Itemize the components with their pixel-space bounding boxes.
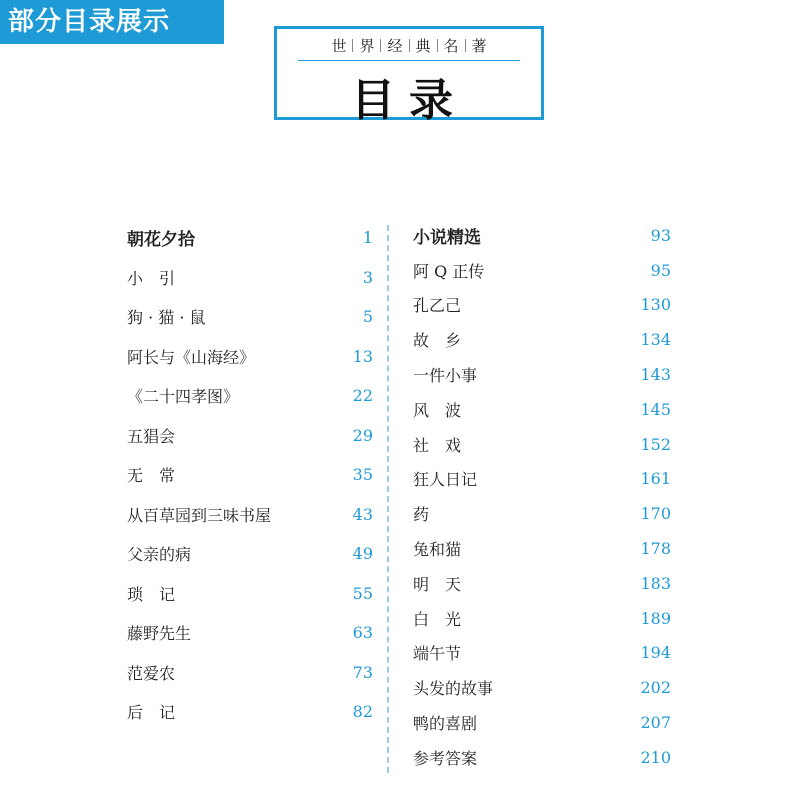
series-char: 名 xyxy=(443,36,459,55)
toc-page-number: 183 xyxy=(640,573,671,593)
toc-entry-title: 风 波 xyxy=(413,400,462,420)
toc-entry[interactable] xyxy=(127,376,373,416)
toc-entry-title: 无 常 xyxy=(127,466,176,486)
toc-entry-title: 《二十四孝图》 xyxy=(127,387,240,407)
toc-entry-title: 狂人日记 xyxy=(413,470,478,490)
series-char: 典 xyxy=(415,36,431,55)
toc-page-number: 82 xyxy=(352,702,373,722)
toc-entry[interactable] xyxy=(413,531,671,566)
toc-page-number: 189 xyxy=(640,608,671,628)
toc-entry[interactable] xyxy=(127,455,373,495)
toc-page-number: 95 xyxy=(650,260,671,280)
toc-entry[interactable] xyxy=(413,253,671,288)
toc-entry[interactable] xyxy=(127,416,373,456)
toc-entry-title: 白 光 xyxy=(413,609,462,629)
toc-entry[interactable] xyxy=(413,392,671,427)
toc-entry-title: 孔乙己 xyxy=(413,296,462,316)
title-box-top-rule xyxy=(274,26,544,29)
toc-entry-title: 参考答案 xyxy=(413,748,478,768)
toc-entry-title: 从百草园到三味书屋 xyxy=(127,505,272,525)
toc-page-number: 1 xyxy=(362,228,373,248)
toc-entry[interactable] xyxy=(413,670,671,705)
toc-entry-title: 明 天 xyxy=(413,574,462,594)
toc-page-number: 202 xyxy=(640,678,671,698)
toc-entry-title: 端午节 xyxy=(413,644,462,664)
toc-entry-title: 五猖会 xyxy=(127,426,176,446)
toc-entry-title: 父亲的病 xyxy=(127,545,192,565)
toc-entry-title: 小 引 xyxy=(127,268,176,288)
toc-page-number: 130 xyxy=(640,295,671,315)
series-char: 著 xyxy=(471,36,487,55)
toc-column-right xyxy=(413,218,671,775)
toc-entry[interactable] xyxy=(127,613,373,653)
toc-page-number: 43 xyxy=(352,504,373,524)
toc-entry-title: 头发的故事 xyxy=(413,679,494,699)
toc-page-number: 178 xyxy=(640,539,671,559)
toc-entry-title: 范爱农 xyxy=(127,663,176,683)
toc-entry-title: 一件小事 xyxy=(413,366,478,386)
toc-entry[interactable] xyxy=(413,705,671,740)
toc-entry[interactable] xyxy=(413,322,671,357)
toc-page-number: 152 xyxy=(640,434,671,454)
toc-entry[interactable] xyxy=(413,601,671,636)
page-title: 目录 xyxy=(351,75,467,126)
toc-page-number: 93 xyxy=(650,225,671,245)
toc-section-heading[interactable] xyxy=(127,218,373,258)
toc-entry[interactable] xyxy=(127,258,373,298)
toc-entry[interactable] xyxy=(127,337,373,377)
series-char: 世 xyxy=(331,36,347,55)
toc-section-heading[interactable] xyxy=(413,218,671,253)
toc-page-number: 13 xyxy=(352,346,373,366)
title-box xyxy=(274,26,544,126)
toc-entry-title: 后 记 xyxy=(127,703,176,723)
series-name xyxy=(298,34,520,56)
toc-entry[interactable] xyxy=(413,357,671,392)
toc-page-number: 134 xyxy=(640,330,671,350)
toc-page-number: 170 xyxy=(640,504,671,524)
toc-entry-title: 社 戏 xyxy=(413,435,462,455)
toc-entry-title: 兔和猫 xyxy=(413,540,462,560)
toc-page-number: 143 xyxy=(640,365,671,385)
toc-page-number: 145 xyxy=(640,399,671,419)
toc-entry-title: 药 xyxy=(413,505,430,525)
toc-page-number: 5 xyxy=(362,307,373,327)
toc-page-number: 29 xyxy=(352,425,373,445)
toc-entry[interactable] xyxy=(413,427,671,462)
toc-entry[interactable] xyxy=(127,495,373,535)
toc-entry[interactable] xyxy=(127,574,373,614)
toc-page-number: 210 xyxy=(640,747,671,767)
toc-entry-title: 小说精选 xyxy=(413,227,481,248)
toc-entry[interactable] xyxy=(413,462,671,497)
toc-page-number: 207 xyxy=(640,713,671,733)
toc-entry[interactable] xyxy=(127,692,373,732)
toc-entry-title: 故 乡 xyxy=(413,331,462,351)
toc-entry[interactable] xyxy=(413,636,671,671)
toc-entry-title: 狗 · 猫 · 鼠 xyxy=(127,308,206,328)
toc-entry[interactable] xyxy=(413,740,671,775)
title-divider xyxy=(298,60,520,61)
toc-page-number: 63 xyxy=(352,623,373,643)
toc-entry-title: 朝花夕拾 xyxy=(127,230,195,251)
toc-page-number: 73 xyxy=(352,662,373,682)
toc-entry[interactable] xyxy=(127,534,373,574)
toc-entry-title: 阿长与《山海经》 xyxy=(127,347,256,367)
toc-page-number: 22 xyxy=(352,386,373,406)
toc-column-left xyxy=(127,218,373,732)
toc-page-number: 194 xyxy=(640,643,671,663)
column-divider xyxy=(387,225,389,773)
toc-page-number: 35 xyxy=(352,465,373,485)
series-char: 经 xyxy=(387,36,403,55)
toc-page-number: 161 xyxy=(640,469,671,489)
toc-entry[interactable] xyxy=(413,566,671,601)
toc-entry-title: 阿 Q 正传 xyxy=(413,261,485,281)
toc-entry[interactable] xyxy=(127,297,373,337)
toc-entry-title: 琐 记 xyxy=(127,584,176,604)
toc-entry[interactable] xyxy=(413,496,671,531)
toc-page-number: 55 xyxy=(352,583,373,603)
toc-entry[interactable] xyxy=(413,288,671,323)
toc-entry-title: 鸭的喜剧 xyxy=(413,714,478,734)
corner-badge: 部分目录展示 xyxy=(0,0,224,44)
toc-entry[interactable] xyxy=(127,653,373,693)
series-char: 界 xyxy=(359,36,375,55)
toc-page-number: 49 xyxy=(352,544,373,564)
toc-entry-title: 藤野先生 xyxy=(127,624,192,644)
toc-page-number: 3 xyxy=(362,267,373,287)
